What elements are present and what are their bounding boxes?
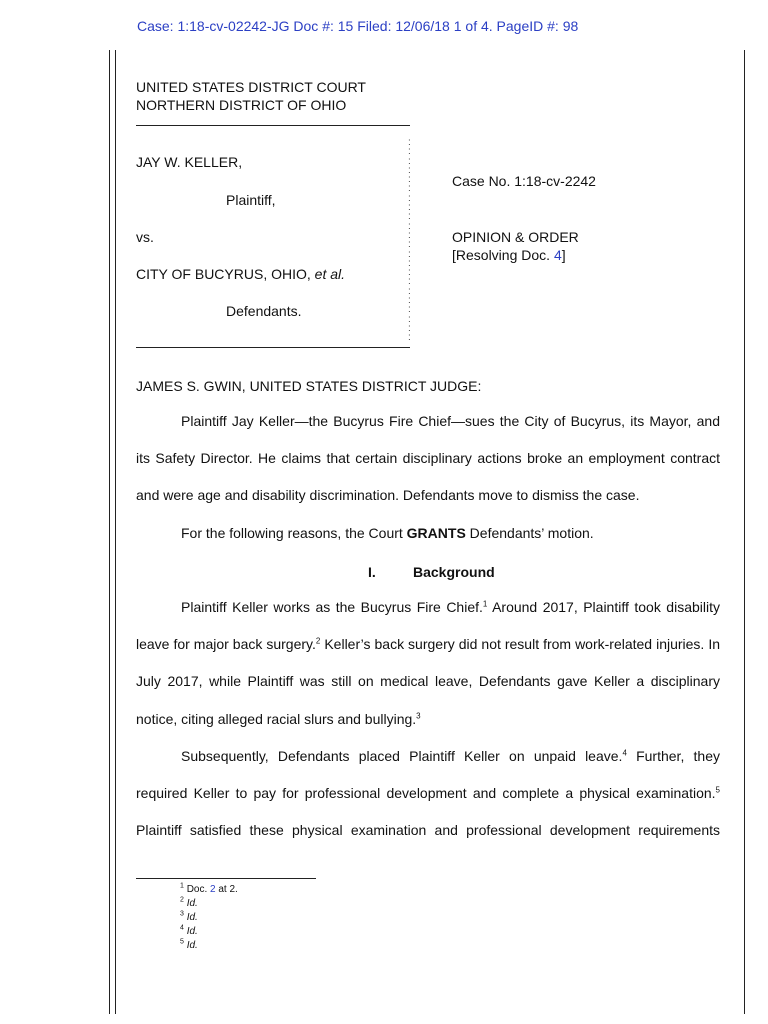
left-margin-line xyxy=(109,50,110,1014)
footnote-text: Id. xyxy=(186,898,198,909)
fn-ref-1[interactable]: 1 xyxy=(482,599,488,609)
footnote-num: 1 xyxy=(180,882,184,890)
footnote-num: 3 xyxy=(180,910,184,918)
case-number: Case No. 1:18-cv-2242 xyxy=(452,173,596,189)
defendant-name-text: CITY OF BUCYRUS, OHIO, xyxy=(136,266,311,282)
versus: vs. xyxy=(136,229,154,245)
background-p2 xyxy=(136,738,720,850)
caption-colon-column: : : : : : : : : : : : : : : : : : : : : : : xyxy=(408,137,411,344)
left-margin-line-2 xyxy=(115,50,116,1014)
fn-ref-5[interactable]: 5 xyxy=(715,785,720,795)
intro-p2-before: For the following reasons, the Court xyxy=(181,524,407,541)
bg-s4: Subsequently, Defendants placed Plaintiff Keller on unpaid leave. xyxy=(181,747,623,764)
section-number: I. xyxy=(368,564,376,580)
footnote-text: Id. xyxy=(186,912,198,923)
footnote-num: 4 xyxy=(180,924,184,932)
footnote-1 xyxy=(180,884,238,895)
fn-ref-3[interactable]: 3 xyxy=(416,710,421,720)
background-p1 xyxy=(136,589,720,738)
order-title: OPINION & ORDER xyxy=(452,229,579,245)
case-header: Case: 1:18-cv-02242-JG Doc #: 15 Filed: 12/06/18 1 of 4. PageID #: 98 xyxy=(137,18,579,34)
et-al: et al. xyxy=(314,266,346,282)
caption-top-rule xyxy=(136,125,410,126)
footnote-rule xyxy=(136,878,316,879)
footnote-3 xyxy=(180,912,198,923)
court-district: NORTHERN DISTRICT OF OHIO xyxy=(136,97,347,113)
bg-s5: Further, they required Keller to pay for professional development and complete a physical examination. xyxy=(136,747,721,802)
resolving-doc-link[interactable]: 4 xyxy=(553,247,562,263)
footnote-num: 5 xyxy=(180,938,184,946)
section-title: Background xyxy=(413,564,495,580)
caption-bottom-rule xyxy=(136,347,410,348)
defendant-role: Defendants. xyxy=(226,303,302,319)
grants-word: GRANTS xyxy=(406,524,466,541)
intro-paragraph xyxy=(136,403,720,552)
background-paragraph xyxy=(136,589,720,849)
bg-s6: Plaintiff satisfied these physical examination and professional development requirements xyxy=(136,822,720,839)
right-margin-line xyxy=(744,50,745,1014)
plaintiff-name: JAY W. KELLER, xyxy=(136,154,243,170)
defendant-name xyxy=(136,266,345,282)
footnote-suffix: at 2. xyxy=(215,884,238,895)
footnote-4 xyxy=(180,926,198,937)
footnote-prefix: Doc. xyxy=(186,884,211,895)
resolving-doc xyxy=(452,247,566,263)
resolving-prefix: [Resolving Doc. xyxy=(452,247,554,263)
court-name: UNITED STATES DISTRICT COURT xyxy=(136,79,366,95)
footnote-num: 2 xyxy=(180,896,184,904)
judge-line: JAMES S. GWIN, UNITED STATES DISTRICT JUDGE: xyxy=(136,378,482,394)
intro-p2 xyxy=(136,515,720,552)
fn-ref-2[interactable]: 2 xyxy=(315,636,321,646)
intro-p2-after: Defendants’ motion. xyxy=(465,524,594,541)
bg-s3: Keller’s back surgery did not result from work-related injuries. In July 2017, while Plaintiff was still on medical leave, Defendants gave Keller a disciplinary notice, citing alleged racial slurs and bullying. xyxy=(136,636,720,727)
footnote-5 xyxy=(180,940,198,951)
resolving-suffix: ] xyxy=(561,247,566,263)
footnote-2 xyxy=(180,898,198,909)
footnote-text: Id. xyxy=(186,940,198,951)
intro-p1: Plaintiff Jay Keller—the Bucyrus Fire Chief—sues the City of Bucyrus, its Mayor, and its Safety Director. He claims that certain disciplinary actions broke an employment contract and were age and disability discrimination. Defendants move to dismiss the case. xyxy=(136,413,720,504)
bg-s2: Around 2017, Plaintiff took disability leave for major back surgery. xyxy=(136,599,720,653)
bg-s1: Plaintiff Keller works as the Bucyrus Fire Chief. xyxy=(181,599,483,615)
fn-ref-4[interactable]: 4 xyxy=(622,748,627,758)
footnote-doc-link[interactable]: 2 xyxy=(210,884,216,895)
footnote-text: Id. xyxy=(186,926,198,937)
plaintiff-role: Plaintiff, xyxy=(226,192,276,208)
